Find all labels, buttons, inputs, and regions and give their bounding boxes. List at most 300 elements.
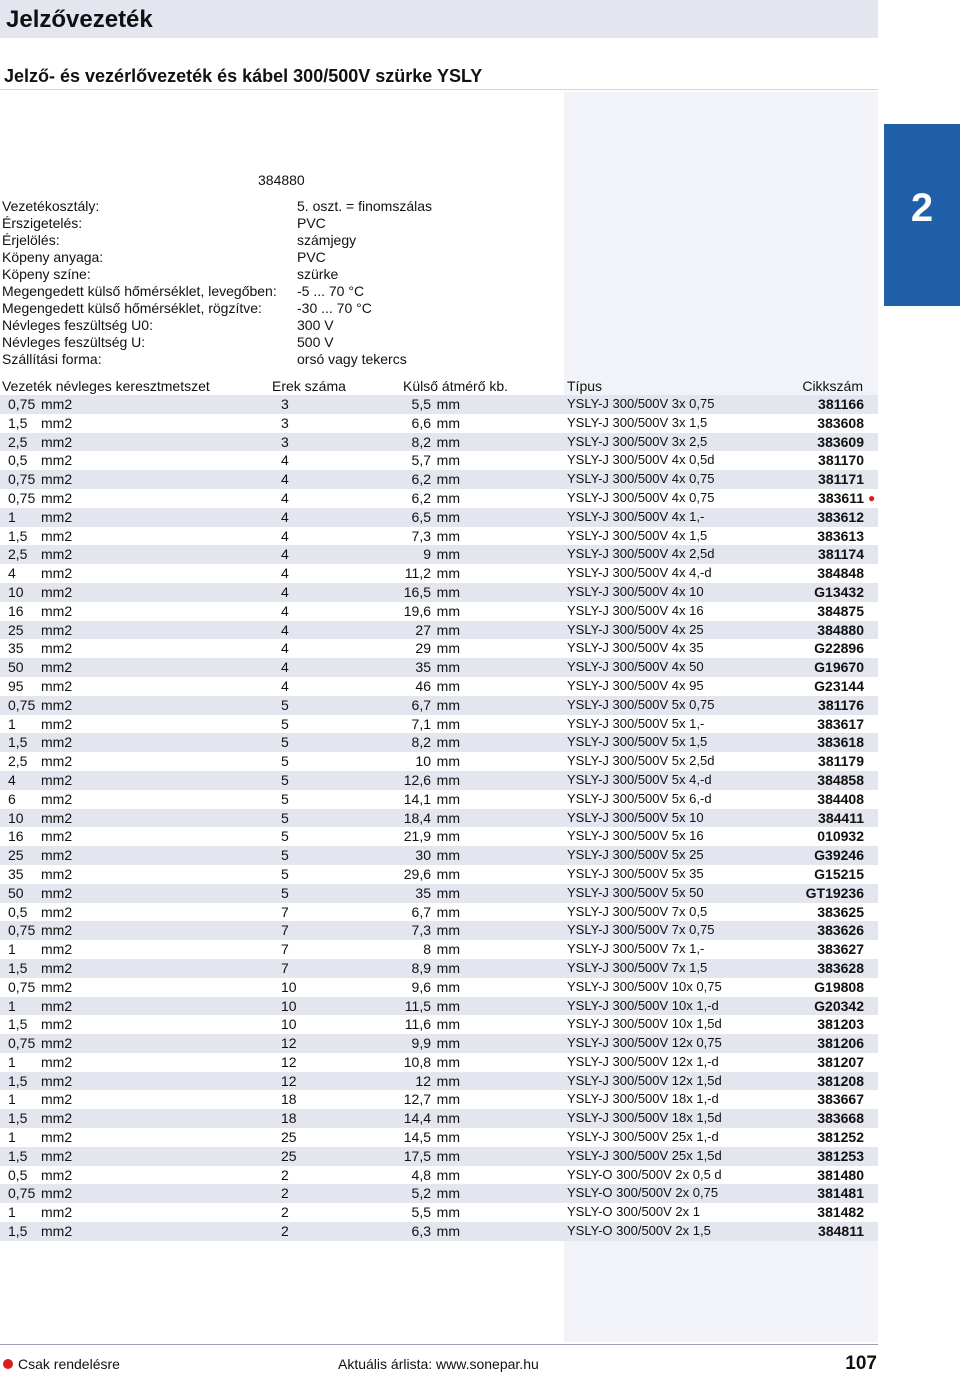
cable-type: YSLY-J 300/500V 5x 6,-d bbox=[567, 790, 712, 806]
table-row bbox=[0, 884, 878, 903]
core-count: 5 bbox=[281, 771, 289, 788]
cross-section-value: 0,75 bbox=[8, 696, 36, 713]
outer-diameter-unit: mm bbox=[436, 1110, 460, 1127]
core-count: 5 bbox=[281, 734, 289, 751]
outer-diameter-value: 35 bbox=[415, 659, 431, 676]
cable-type: YSLY-J 300/500V 3x 2,5 bbox=[567, 433, 708, 449]
article-code: G15215 bbox=[814, 865, 864, 882]
spec-value: PVC bbox=[297, 215, 326, 231]
cross-section-unit: mm2 bbox=[41, 959, 73, 976]
table-row bbox=[0, 621, 878, 640]
cross-section-value: 25 bbox=[8, 847, 24, 864]
spec-value: orsó vagy tekercs bbox=[297, 351, 407, 367]
article-code: 381170 bbox=[818, 452, 864, 469]
core-count: 4 bbox=[281, 471, 289, 488]
cable-type: YSLY-J 300/500V 12x 0,75 bbox=[567, 1035, 722, 1051]
cable-type: YSLY-J 300/500V 4x 0,5d bbox=[567, 452, 715, 468]
outer-diameter-unit: mm bbox=[436, 903, 460, 920]
outer-diameter bbox=[403, 489, 460, 508]
core-count: 5 bbox=[281, 715, 289, 732]
col-head-diameter: Külső átmérő kb. bbox=[403, 378, 509, 394]
outer-diameter-unit: mm bbox=[436, 471, 460, 488]
outer-diameter-value: 21,9 bbox=[403, 828, 431, 845]
core-count: 5 bbox=[281, 696, 289, 713]
cross-section-unit: mm2 bbox=[41, 997, 73, 1014]
spec-label: Névleges feszültség U: bbox=[2, 334, 146, 350]
chapter-number: 2 bbox=[910, 186, 934, 230]
outer-diameter bbox=[403, 677, 460, 696]
cable-type: YSLY-J 300/500V 25x 1,-d bbox=[567, 1129, 719, 1145]
outer-diameter bbox=[403, 1203, 460, 1222]
outer-diameter-unit: mm bbox=[436, 414, 460, 431]
table-row bbox=[0, 639, 878, 658]
col-head-code: Cikkszám bbox=[802, 378, 863, 394]
cross-section-unit: mm2 bbox=[41, 771, 73, 788]
outer-diameter-unit: mm bbox=[436, 959, 460, 976]
table-row bbox=[0, 414, 878, 433]
article-code: G22896 bbox=[814, 640, 864, 657]
article-code: 383628 bbox=[817, 959, 864, 976]
article-code: 381206 bbox=[817, 1035, 864, 1052]
table-row bbox=[0, 1184, 878, 1203]
cross-section-value: 1,5 bbox=[8, 1072, 28, 1089]
article-code: 381166 bbox=[818, 396, 864, 412]
cross-section-unit: mm2 bbox=[41, 1166, 73, 1183]
cable-type: YSLY-J 300/500V 4x 4,-d bbox=[567, 565, 712, 581]
cross-section-unit: mm2 bbox=[41, 489, 73, 506]
cable-type: YSLY-J 300/500V 4x 16 bbox=[567, 602, 704, 618]
cross-section-value: 35 bbox=[8, 865, 24, 882]
outer-diameter-value: 6,3 bbox=[411, 1223, 431, 1240]
core-count: 7 bbox=[281, 922, 289, 939]
table-row bbox=[0, 1053, 878, 1072]
outer-diameter-unit: mm bbox=[436, 847, 460, 864]
cross-section-unit: mm2 bbox=[41, 828, 73, 845]
table-row bbox=[0, 1203, 878, 1222]
table-row bbox=[0, 1072, 878, 1091]
article-code: 384411 bbox=[818, 809, 864, 826]
spec-label: Vezetékosztály: bbox=[2, 198, 100, 214]
outer-diameter bbox=[403, 1147, 460, 1166]
cable-type: YSLY-O 300/500V 2x 0,75 bbox=[567, 1185, 719, 1201]
article-code: 381207 bbox=[817, 1053, 864, 1070]
outer-diameter-value: 14,4 bbox=[403, 1110, 431, 1127]
cross-section-unit: mm2 bbox=[41, 696, 73, 713]
cross-section-value: 1 bbox=[8, 1129, 16, 1146]
outer-diameter-value: 17,5 bbox=[403, 1147, 431, 1164]
cable-type: YSLY-O 300/500V 2x 0,5 d bbox=[567, 1166, 722, 1182]
cable-type: YSLY-J 300/500V 3x 0,75 bbox=[567, 396, 715, 411]
table-row bbox=[0, 1166, 878, 1185]
outer-diameter-value: 35 bbox=[415, 884, 431, 901]
cross-section-unit: mm2 bbox=[41, 565, 73, 582]
cable-type: YSLY-J 300/500V 4x 50 bbox=[567, 659, 704, 675]
article-code: G19670 bbox=[814, 659, 864, 676]
core-count: 2 bbox=[281, 1166, 289, 1183]
outer-diameter bbox=[403, 1090, 460, 1109]
cross-section-unit: mm2 bbox=[41, 1072, 73, 1089]
outer-diameter bbox=[403, 470, 460, 489]
core-count: 3 bbox=[281, 433, 289, 450]
outer-diameter-unit: mm bbox=[436, 978, 460, 995]
outer-diameter bbox=[403, 1128, 460, 1147]
spec-label: Érjelölés: bbox=[2, 232, 60, 248]
table-row bbox=[0, 1090, 878, 1109]
table-row bbox=[0, 771, 878, 790]
cross-section-value: 4 bbox=[8, 771, 16, 788]
cable-type: YSLY-J 300/500V 5x 35 bbox=[567, 865, 704, 881]
outer-diameter-unit: mm bbox=[436, 1223, 460, 1240]
cross-section-value: 1 bbox=[8, 997, 16, 1014]
outer-diameter-unit: mm bbox=[436, 396, 460, 412]
cross-section-unit: mm2 bbox=[41, 471, 73, 488]
cross-section-unit: mm2 bbox=[41, 1035, 73, 1052]
outer-diameter bbox=[403, 1015, 460, 1034]
table-row bbox=[0, 395, 878, 414]
outer-diameter bbox=[403, 790, 460, 809]
outer-diameter-unit: mm bbox=[436, 715, 460, 732]
cross-section-value: 1 bbox=[8, 941, 16, 958]
spec-value: -30 ... 70 °C bbox=[297, 300, 372, 316]
cross-section-value: 0,75 bbox=[8, 396, 36, 412]
outer-diameter-unit: mm bbox=[436, 941, 460, 958]
outer-diameter bbox=[403, 733, 460, 752]
table-row bbox=[0, 527, 878, 546]
article-code: 383611 bbox=[818, 489, 864, 506]
cross-section-unit: mm2 bbox=[41, 452, 73, 469]
cable-type: YSLY-J 300/500V 10x 1,5d bbox=[567, 1016, 722, 1032]
table-row bbox=[0, 433, 878, 452]
cross-section-value: 2,5 bbox=[8, 546, 28, 563]
outer-diameter bbox=[403, 414, 460, 433]
outer-diameter-unit: mm bbox=[436, 734, 460, 751]
outer-diameter-unit: mm bbox=[436, 527, 460, 544]
outer-diameter-value: 18,4 bbox=[403, 809, 431, 826]
outer-diameter-value: 14,5 bbox=[403, 1129, 431, 1146]
outer-diameter-unit: mm bbox=[436, 546, 460, 563]
outer-diameter-value: 19,6 bbox=[403, 602, 431, 619]
col-head-cores: Erek száma bbox=[272, 378, 346, 394]
cable-type: YSLY-J 300/500V 5x 1,- bbox=[567, 715, 705, 731]
outer-diameter-value: 11,6 bbox=[404, 1016, 431, 1033]
table-row bbox=[0, 865, 878, 884]
cross-section-unit: mm2 bbox=[41, 1147, 73, 1164]
cable-type: YSLY-J 300/500V 5x 50 bbox=[567, 884, 704, 900]
outer-diameter bbox=[403, 940, 460, 959]
outer-diameter-unit: mm bbox=[436, 1091, 460, 1108]
table-row bbox=[0, 545, 878, 564]
cross-section-unit: mm2 bbox=[41, 1204, 73, 1221]
cross-section-unit: mm2 bbox=[41, 527, 73, 544]
outer-diameter-value: 6,5 bbox=[411, 508, 431, 525]
core-count: 25 bbox=[281, 1147, 297, 1164]
core-count: 4 bbox=[281, 527, 289, 544]
outer-diameter-unit: mm bbox=[436, 1072, 460, 1089]
cross-section-unit: mm2 bbox=[41, 583, 73, 600]
cross-section-value: 0,5 bbox=[8, 452, 28, 469]
outer-diameter-unit: mm bbox=[436, 828, 460, 845]
core-count: 5 bbox=[281, 884, 289, 901]
outer-diameter-value: 6,7 bbox=[411, 903, 431, 920]
cross-section-unit: mm2 bbox=[41, 903, 73, 920]
outer-diameter bbox=[403, 451, 460, 470]
cross-section-unit: mm2 bbox=[41, 1110, 73, 1127]
cross-section-value: 1 bbox=[8, 508, 16, 525]
outer-diameter bbox=[403, 771, 460, 790]
outer-diameter-value: 11,2 bbox=[404, 565, 431, 582]
cross-section-unit: mm2 bbox=[41, 414, 73, 431]
cable-type: YSLY-J 300/500V 5x 10 bbox=[567, 809, 704, 825]
outer-diameter-unit: mm bbox=[436, 489, 460, 506]
cross-section-value: 1,5 bbox=[8, 414, 28, 431]
article-code: 381208 bbox=[817, 1072, 864, 1089]
article-code: 383627 bbox=[817, 941, 864, 958]
core-count: 4 bbox=[281, 452, 289, 469]
cross-section-value: 0,75 bbox=[8, 922, 36, 939]
outer-diameter bbox=[403, 827, 460, 846]
outer-diameter-unit: mm bbox=[436, 809, 460, 826]
outer-diameter-unit: mm bbox=[436, 1129, 460, 1146]
cable-type: YSLY-J 300/500V 4x 2,5d bbox=[567, 546, 715, 562]
outer-diameter-unit: mm bbox=[436, 602, 460, 619]
article-code: G13432 bbox=[814, 583, 864, 600]
core-count: 10 bbox=[281, 978, 297, 995]
cross-section-value: 2,5 bbox=[8, 753, 28, 770]
outer-diameter bbox=[403, 921, 460, 940]
outer-diameter-unit: mm bbox=[436, 508, 460, 525]
outer-diameter-value: 29,6 bbox=[403, 865, 431, 882]
core-count: 4 bbox=[281, 640, 289, 657]
article-code: 383617 bbox=[817, 715, 864, 732]
cross-section-unit: mm2 bbox=[41, 659, 73, 676]
outer-diameter bbox=[403, 846, 460, 865]
cable-type: YSLY-J 300/500V 12x 1,5d bbox=[567, 1072, 722, 1088]
outer-diameter-value: 16,5 bbox=[403, 583, 431, 600]
outer-diameter bbox=[403, 1072, 460, 1091]
cross-section-unit: mm2 bbox=[41, 508, 73, 525]
cross-section-value: 0,75 bbox=[8, 978, 36, 995]
table-row bbox=[0, 470, 878, 489]
outer-diameter bbox=[403, 1109, 460, 1128]
cable-type: YSLY-J 300/500V 5x 4,-d bbox=[567, 771, 712, 787]
outer-diameter-unit: mm bbox=[436, 640, 460, 657]
table-row bbox=[0, 677, 878, 696]
table-row bbox=[0, 752, 878, 771]
spec-value: szürke bbox=[297, 266, 339, 282]
outer-diameter-value: 29 bbox=[415, 640, 431, 657]
table-row bbox=[0, 790, 878, 809]
cross-section-value: 0,75 bbox=[8, 1035, 36, 1052]
article-code: 381480 bbox=[817, 1166, 864, 1183]
outer-diameter bbox=[403, 621, 460, 640]
article-code: 381179 bbox=[818, 753, 864, 770]
subtitle-divider bbox=[0, 89, 878, 90]
core-count: 4 bbox=[281, 489, 289, 506]
cable-type: YSLY-J 300/500V 5x 1,5 bbox=[567, 734, 708, 750]
table-row bbox=[0, 508, 878, 527]
core-count: 2 bbox=[281, 1185, 289, 1202]
cross-section-value: 1,5 bbox=[8, 1147, 28, 1164]
core-count: 4 bbox=[281, 677, 289, 694]
outer-diameter-value: 7,1 bbox=[411, 715, 431, 732]
core-count: 4 bbox=[281, 565, 289, 582]
cross-section-unit: mm2 bbox=[41, 809, 73, 826]
outer-diameter-unit: mm bbox=[436, 997, 460, 1014]
cable-type: YSLY-O 300/500V 2x 1 bbox=[567, 1204, 700, 1220]
cross-section-value: 16 bbox=[8, 828, 24, 845]
cross-section-unit: mm2 bbox=[41, 602, 73, 619]
article-code: 381203 bbox=[817, 1016, 864, 1033]
article-code: 381481 bbox=[817, 1185, 864, 1202]
outer-diameter-value: 5,7 bbox=[411, 452, 431, 469]
table-row bbox=[0, 921, 878, 940]
cable-type: YSLY-J 300/500V 7x 1,5 bbox=[567, 959, 708, 975]
spec-label: Szállítási forma: bbox=[2, 351, 102, 367]
outer-diameter-value: 9 bbox=[423, 546, 431, 563]
article-code: G20342 bbox=[814, 997, 864, 1014]
cable-type: YSLY-J 300/500V 4x 35 bbox=[567, 640, 704, 656]
cable-type: YSLY-J 300/500V 7x 1,- bbox=[567, 941, 705, 957]
table-row bbox=[0, 1109, 878, 1128]
outer-diameter-unit: mm bbox=[436, 884, 460, 901]
cross-section-unit: mm2 bbox=[41, 396, 73, 412]
core-count: 7 bbox=[281, 959, 289, 976]
table-row bbox=[0, 903, 878, 922]
cross-section-unit: mm2 bbox=[41, 640, 73, 657]
outer-diameter-value: 12 bbox=[415, 1072, 431, 1089]
table-row bbox=[0, 583, 878, 602]
core-count: 5 bbox=[281, 753, 289, 770]
article-code: 383609 bbox=[817, 433, 864, 450]
table-row bbox=[0, 715, 878, 734]
cable-type: YSLY-J 300/500V 25x 1,5d bbox=[567, 1147, 722, 1163]
outer-diameter-unit: mm bbox=[436, 677, 460, 694]
outer-diameter bbox=[403, 997, 460, 1016]
article-code: 010932 bbox=[817, 828, 864, 845]
outer-diameter-value: 14,1 bbox=[403, 790, 431, 807]
table-row bbox=[0, 959, 878, 978]
cable-type: YSLY-J 300/500V 5x 2,5d bbox=[567, 753, 715, 769]
outer-diameter-value: 10,8 bbox=[403, 1053, 431, 1070]
article-code: 384848 bbox=[817, 565, 864, 582]
article-code: GT19236 bbox=[805, 884, 864, 901]
cross-section-value: 95 bbox=[8, 677, 24, 694]
outer-diameter-unit: mm bbox=[436, 1053, 460, 1070]
article-code: 383625 bbox=[817, 903, 864, 920]
outer-diameter bbox=[403, 978, 460, 997]
cross-section-value: 1 bbox=[8, 1091, 16, 1108]
cross-section-value: 1,5 bbox=[8, 527, 28, 544]
cross-section-value: 50 bbox=[8, 884, 24, 901]
article-code: 381482 bbox=[817, 1204, 864, 1221]
cross-section-value: 1 bbox=[8, 1204, 16, 1221]
cross-section-value: 6 bbox=[8, 790, 16, 807]
outer-diameter-value: 8,2 bbox=[411, 734, 431, 751]
outer-diameter bbox=[403, 639, 460, 658]
spec-label: Névleges feszültség U0: bbox=[2, 317, 153, 333]
cross-section-value: 1,5 bbox=[8, 1016, 28, 1033]
cross-section-value: 25 bbox=[8, 621, 24, 638]
outer-diameter-value: 6,6 bbox=[411, 414, 431, 431]
article-code: 384811 bbox=[818, 1223, 864, 1240]
cross-section-unit: mm2 bbox=[41, 433, 73, 450]
cross-section-unit: mm2 bbox=[41, 1185, 73, 1202]
cross-section-unit: mm2 bbox=[41, 1129, 73, 1146]
cross-section-value: 0,75 bbox=[8, 471, 36, 488]
outer-diameter-value: 4,8 bbox=[411, 1166, 431, 1183]
cross-section-value: 1 bbox=[8, 715, 16, 732]
cross-section-unit: mm2 bbox=[41, 790, 73, 807]
outer-diameter-value: 5,2 bbox=[411, 1185, 431, 1202]
outer-diameter bbox=[403, 527, 460, 546]
core-count: 12 bbox=[281, 1072, 297, 1089]
table-row bbox=[0, 827, 878, 846]
outer-diameter-unit: mm bbox=[436, 565, 460, 582]
table-row bbox=[0, 1222, 878, 1241]
page-number: 107 bbox=[845, 1353, 877, 1374]
article-code: 381253 bbox=[817, 1147, 864, 1164]
core-count: 5 bbox=[281, 828, 289, 845]
outer-diameter bbox=[403, 1034, 460, 1053]
core-count: 10 bbox=[281, 997, 297, 1014]
spec-label: Köpeny színe: bbox=[2, 266, 91, 282]
code-header: 384880 bbox=[258, 172, 305, 188]
outer-diameter-value: 6,2 bbox=[411, 489, 431, 506]
col-head-type: Típus bbox=[567, 378, 603, 394]
outer-diameter-unit: mm bbox=[436, 696, 460, 713]
article-code: 381176 bbox=[818, 696, 864, 713]
table-row bbox=[0, 1034, 878, 1053]
cross-section-value: 1,5 bbox=[8, 959, 28, 976]
footer-price-list-link[interactable]: Aktuális árlista: www.sonepar.hu bbox=[338, 1356, 539, 1372]
spec-label: Megengedett külső hőmérséklet, levegőben: bbox=[2, 283, 277, 299]
table-row bbox=[0, 978, 878, 997]
cable-type: YSLY-J 300/500V 18x 1,5d bbox=[567, 1110, 722, 1126]
outer-diameter-value: 9,9 bbox=[411, 1035, 431, 1052]
outer-diameter bbox=[403, 583, 460, 602]
cable-type: YSLY-J 300/500V 10x 1,-d bbox=[567, 997, 719, 1013]
product-table bbox=[0, 395, 878, 1241]
outer-diameter bbox=[403, 395, 460, 414]
cable-type: YSLY-J 300/500V 5x 16 bbox=[567, 828, 704, 844]
cross-section-unit: mm2 bbox=[41, 941, 73, 958]
outer-diameter bbox=[403, 959, 460, 978]
article-code: 381174 bbox=[818, 546, 864, 563]
cable-type: YSLY-J 300/500V 18x 1,-d bbox=[567, 1091, 719, 1107]
article-code: G23144 bbox=[814, 677, 864, 694]
table-row bbox=[0, 846, 878, 865]
spec-value: PVC bbox=[297, 249, 326, 265]
cross-section-value: 0,5 bbox=[8, 903, 28, 920]
outer-diameter-value: 8,9 bbox=[411, 959, 431, 976]
outer-diameter bbox=[403, 508, 460, 527]
cross-section-unit: mm2 bbox=[41, 1053, 73, 1070]
cross-section-value: 4 bbox=[8, 565, 16, 582]
article-code: 384875 bbox=[817, 602, 864, 619]
core-count: 5 bbox=[281, 847, 289, 864]
outer-diameter bbox=[403, 1184, 460, 1203]
article-code: G19808 bbox=[814, 978, 864, 995]
outer-diameter-unit: mm bbox=[436, 865, 460, 882]
cross-section-unit: mm2 bbox=[41, 734, 73, 751]
outer-diameter bbox=[403, 602, 460, 621]
cable-type: YSLY-O 300/500V 2x 1,5 bbox=[567, 1223, 711, 1239]
cross-section-unit: mm2 bbox=[41, 922, 73, 939]
article-code: 383613 bbox=[817, 527, 864, 544]
outer-diameter bbox=[403, 715, 460, 734]
outer-diameter-unit: mm bbox=[436, 771, 460, 788]
cross-section-unit: mm2 bbox=[41, 546, 73, 563]
